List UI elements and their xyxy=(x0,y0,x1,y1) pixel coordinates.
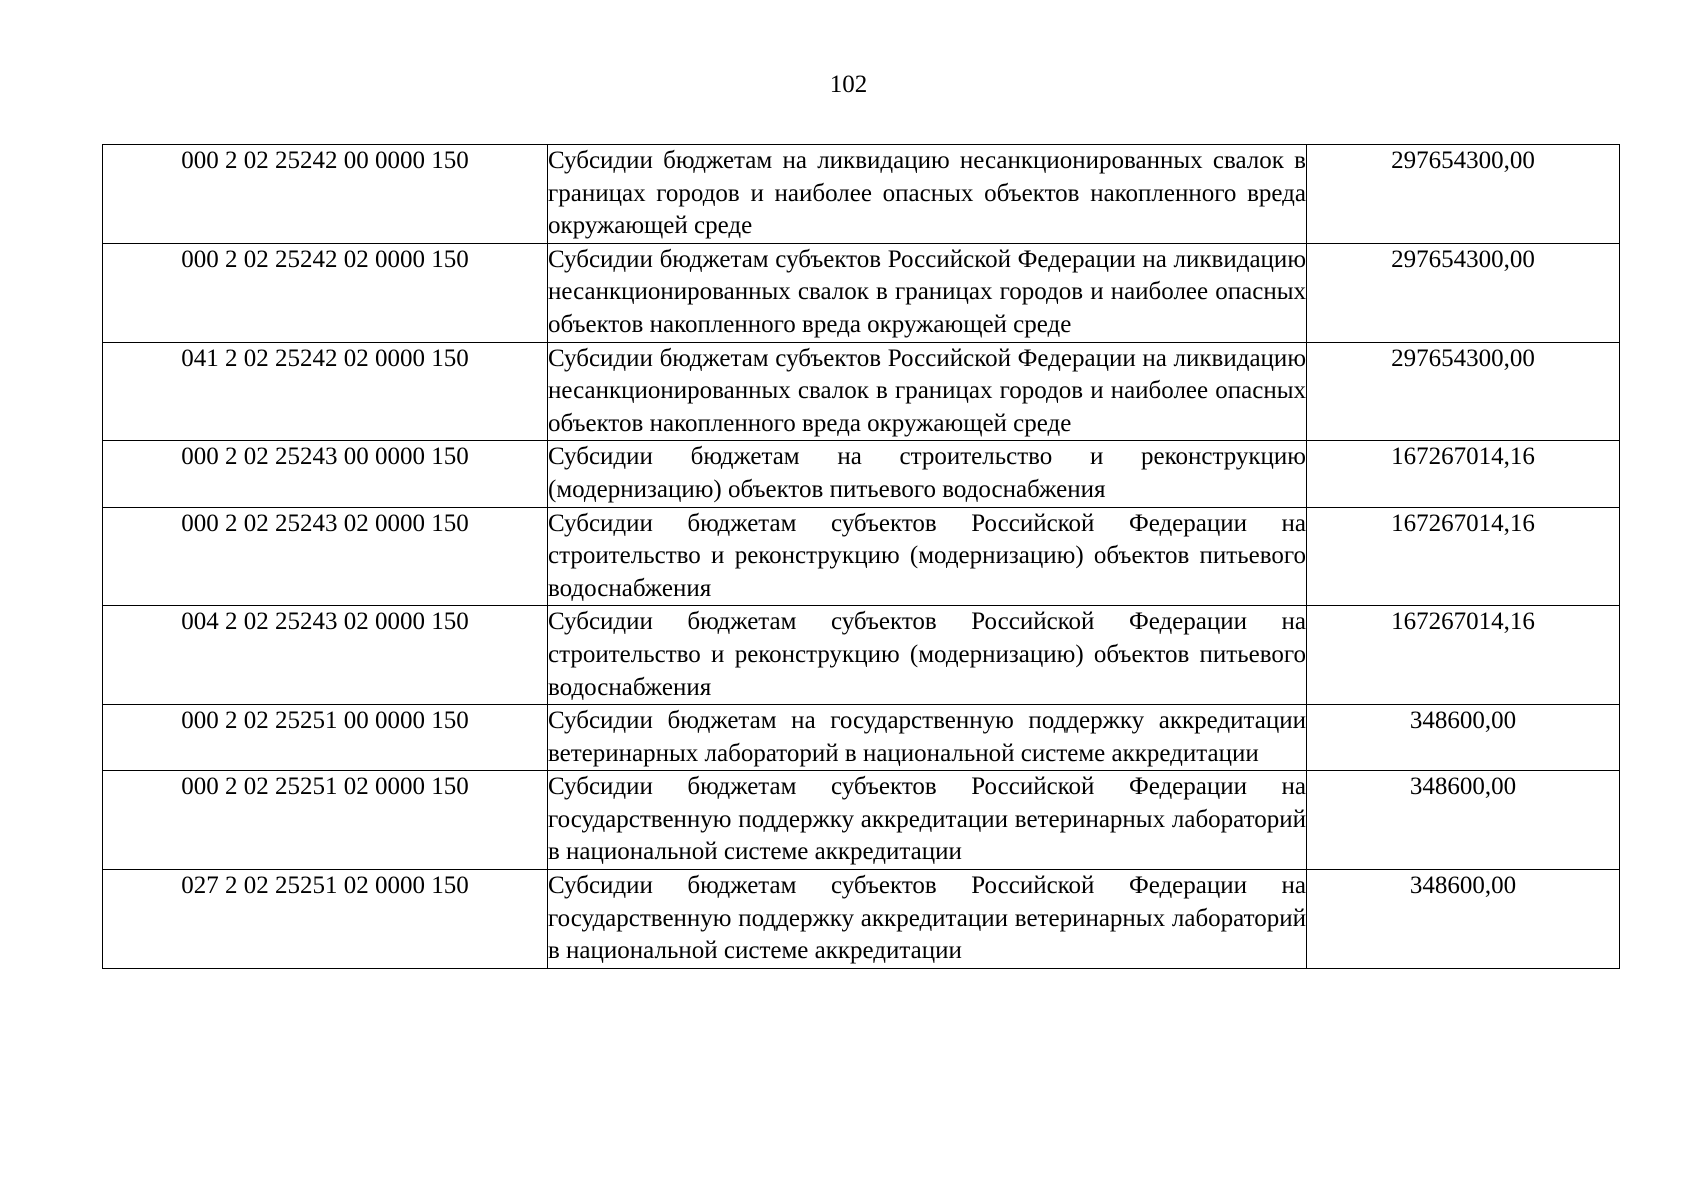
description-text: Субсидии бюджетам на государственную поддержку аккредитации ветеринарных лабораторий в национальной системе аккредитации xyxy=(548,707,1306,767)
amount-cell: 348600,00 xyxy=(1307,771,1620,870)
description-cell xyxy=(548,342,1307,441)
amount-cell: 297654300,00 xyxy=(1307,342,1620,441)
amount-cell: 167267014,16 xyxy=(1307,441,1620,507)
budget-table-body xyxy=(103,145,1620,969)
budget-code-cell: 000 2 02 25242 02 0000 150 xyxy=(103,243,548,342)
budget-code-cell: 027 2 02 25251 02 0000 150 xyxy=(103,870,548,969)
budget-table xyxy=(102,144,1620,969)
description-cell xyxy=(548,606,1307,705)
description-text: Субсидии бюджетам субъектов Российской Федерации на ликвидацию несанкционированных свалок в границах городов и наиболее опасных объектов накопленного вреда окружающей среде xyxy=(548,245,1306,338)
description-text: Субсидии бюджетам на ликвидацию несанкционированных свалок в границах городов и наиболее опасных объектов накопленного вреда окружающей среде xyxy=(548,147,1306,240)
budget-code-cell: 000 2 02 25243 00 0000 150 xyxy=(103,441,548,507)
table-row xyxy=(103,243,1620,342)
table-row xyxy=(103,705,1620,771)
budget-code-cell: 000 2 02 25242 00 0000 150 xyxy=(103,145,548,244)
budget-code-cell: 000 2 02 25251 00 0000 150 xyxy=(103,705,548,771)
table-row xyxy=(103,606,1620,705)
table-row xyxy=(103,342,1620,441)
table-row xyxy=(103,507,1620,606)
amount-cell: 348600,00 xyxy=(1307,870,1620,969)
description-cell xyxy=(548,145,1307,244)
budget-code-cell: 004 2 02 25243 02 0000 150 xyxy=(103,606,548,705)
amount-cell: 348600,00 xyxy=(1307,705,1620,771)
amount-cell: 297654300,00 xyxy=(1307,243,1620,342)
description-text: Субсидии бюджетам субъектов Российской Федерации на строительство и реконструкцию (модернизацию) объектов питьевого водоснабжения xyxy=(548,509,1306,602)
description-text: Субсидии бюджетам на строительство и реконструкцию (модернизацию) объектов питьевого водоснабжения xyxy=(548,443,1306,503)
amount-cell: 167267014,16 xyxy=(1307,507,1620,606)
table-row xyxy=(103,441,1620,507)
page-number: 102 xyxy=(829,71,868,98)
description-cell xyxy=(548,870,1307,969)
description-cell xyxy=(548,705,1307,771)
budget-code-cell: 000 2 02 25251 02 0000 150 xyxy=(103,771,548,870)
table-row xyxy=(103,771,1620,870)
description-cell xyxy=(548,771,1307,870)
amount-cell: 167267014,16 xyxy=(1307,606,1620,705)
budget-code-cell: 000 2 02 25243 02 0000 150 xyxy=(103,507,548,606)
description-text: Субсидии бюджетам субъектов Российской Федерации на ликвидацию несанкционированных свалок в границах городов и наиболее опасных объектов накопленного вреда окружающей среде xyxy=(548,344,1306,437)
description-cell xyxy=(548,441,1307,507)
table-row xyxy=(103,145,1620,244)
budget-code-cell: 041 2 02 25242 02 0000 150 xyxy=(103,342,548,441)
description-cell xyxy=(548,507,1307,606)
description-text: Субсидии бюджетам субъектов Российской Федерации на строительство и реконструкцию (модернизацию) объектов питьевого водоснабжения xyxy=(548,608,1306,701)
description-text: Субсидии бюджетам субъектов Российской Федерации на государственную поддержку аккредитации ветеринарных лабораторий в национальной системе аккредитации xyxy=(548,872,1306,965)
table-row xyxy=(103,870,1620,969)
amount-cell: 297654300,00 xyxy=(1307,145,1620,244)
description-text: Субсидии бюджетам субъектов Российской Федерации на государственную поддержку аккредитации ветеринарных лабораторий в национальной системе аккредитации xyxy=(548,773,1306,866)
description-cell xyxy=(548,243,1307,342)
